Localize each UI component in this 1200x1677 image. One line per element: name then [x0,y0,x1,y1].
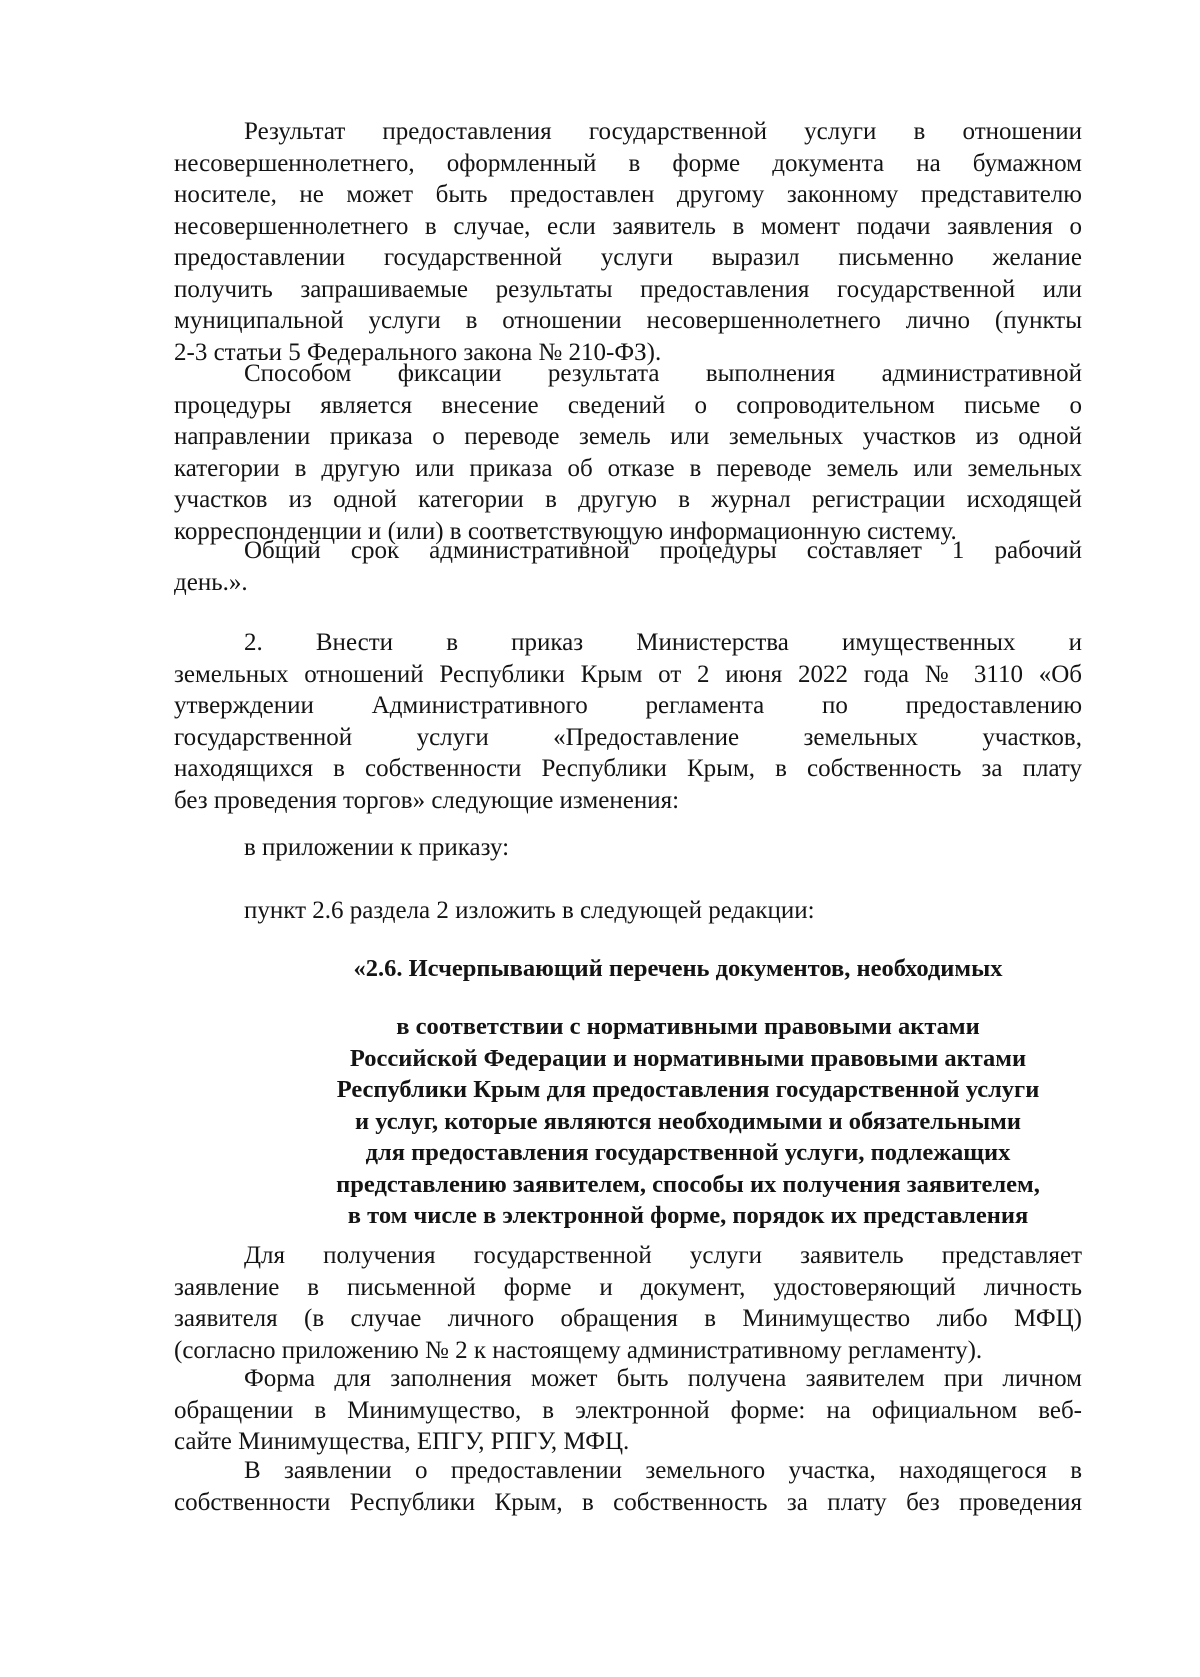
text-line: пункт 2.6 раздела 2 изложить в следующей редакции: [244,897,815,924]
heading-line: Российской Федерации и нормативными правовыми актами [349,1044,1027,1072]
text-line: корреспонденции и (или) в соответствующую информационную систему. [174,517,957,545]
paragraph-total-term [174,535,1082,598]
heading-line: представлению заявителем, способы их получения заявителем, [336,1170,1040,1198]
paragraph-application [174,1240,1082,1366]
text-line: заявителя (в случае личного обращения в Минимущество либо МФЦ) [174,1305,1082,1332]
text-line: направлении приказа о переводе земель или земельных участков из одной [174,423,1082,450]
text-line: Для получения государственной услуги заявитель представляет [244,1242,1082,1269]
text-line: 2-3 статьи 5 Федерального закона № 210-ФЗ). [174,338,662,366]
text-line: обращении в Минимущество, в электронной форме: на официальном веб- [174,1396,1082,1424]
paragraph-statement [174,1455,1082,1518]
text-line: несовершеннолетнего, оформленный в форме документа на бумажном [174,149,1082,177]
text-line: Способом фиксации результата выполнения административной [244,360,1082,387]
heading-line: «2.6. Исчерпывающий перечень документов, необходимых [353,955,1003,982]
text-line: находящихся в собственности Республики Крым, в собственность за плату [174,755,1082,782]
text-line: сайте Минимущества, ЕПГУ, РПГУ, МФЦ. [174,1428,630,1455]
heading-line: для предоставления государственной услуги, подлежащих [365,1139,1011,1166]
heading-line: Республики Крым для предоставления государственной услуги [336,1076,1040,1103]
paragraph-minor-result [174,116,1082,368]
text-line: носителе, не может быть предоставлен другому законному представителю [174,181,1082,208]
text-line: 2. Внести в приказ Министерства имущественных и [244,629,1082,656]
text-line: заявление в письменной форме и документ, удостоверяющий личность [174,1273,1082,1301]
text-line: день.». [174,568,248,596]
text-line: в приложении к приказу: [244,834,510,861]
text-line: Общий срок административной процедуры составляет 1 рабочий [244,537,1082,564]
text-line: без проведения торгов» следующие изменения: [174,786,680,814]
text-line: земельных отношений Республики Крым от 2 июня 2022 года № 3110 «Об [174,660,1082,688]
text-line: Результат предоставления государственной услуги в отношении [244,118,1082,145]
section-heading-title [174,953,1082,985]
paragraph-form [174,1363,1082,1458]
paragraph-clause-2-6 [174,895,1082,927]
heading-line: в соответствии с нормативными правовыми актами [396,1013,980,1040]
text-line: утверждении Административного регламента по предоставлению [174,692,1082,719]
paragraph-fixation-method [174,358,1082,547]
paragraph-item-2 [174,627,1082,816]
text-line: получить запрашиваемые результаты предоставления государственной или [174,275,1082,303]
text-line: В заявлении о предоставлении земельного участка, находящегося в [244,1457,1082,1484]
section-heading-body [174,1011,1082,1232]
text-line: несовершеннолетнего в случае, если заявитель в момент подачи заявления о [174,212,1082,240]
text-line: муниципальной услуги в отношении несовершеннолетнего лично (пункты [174,307,1082,334]
text-line: Форма для заполнения может быть получена заявителем при личном [244,1365,1082,1392]
text-line: участков из одной категории в другую в журнал регистрации исходящей [174,486,1082,513]
text-line: собственности Республики Крым, в собственность за плату без проведения [174,1488,1082,1516]
text-line: процедуры является внесение сведений о сопроводительном письме о [174,391,1082,419]
text-line: (согласно приложению № 2 к настоящему административному регламенту). [174,1336,983,1364]
text-line: категории в другую или приказа об отказе в переводе земель или земельных [174,454,1082,482]
paragraph-annex [174,832,1082,864]
text-line: государственной услуги «Предоставление земельных участков, [174,723,1082,751]
heading-line: и услуг, которые являются необходимыми и обязательными [355,1107,1021,1135]
heading-line: в том числе в электронной форме, порядок их представления [347,1202,1029,1229]
text-line: предоставлении государственной услуги выразил письменно желание [174,244,1082,271]
